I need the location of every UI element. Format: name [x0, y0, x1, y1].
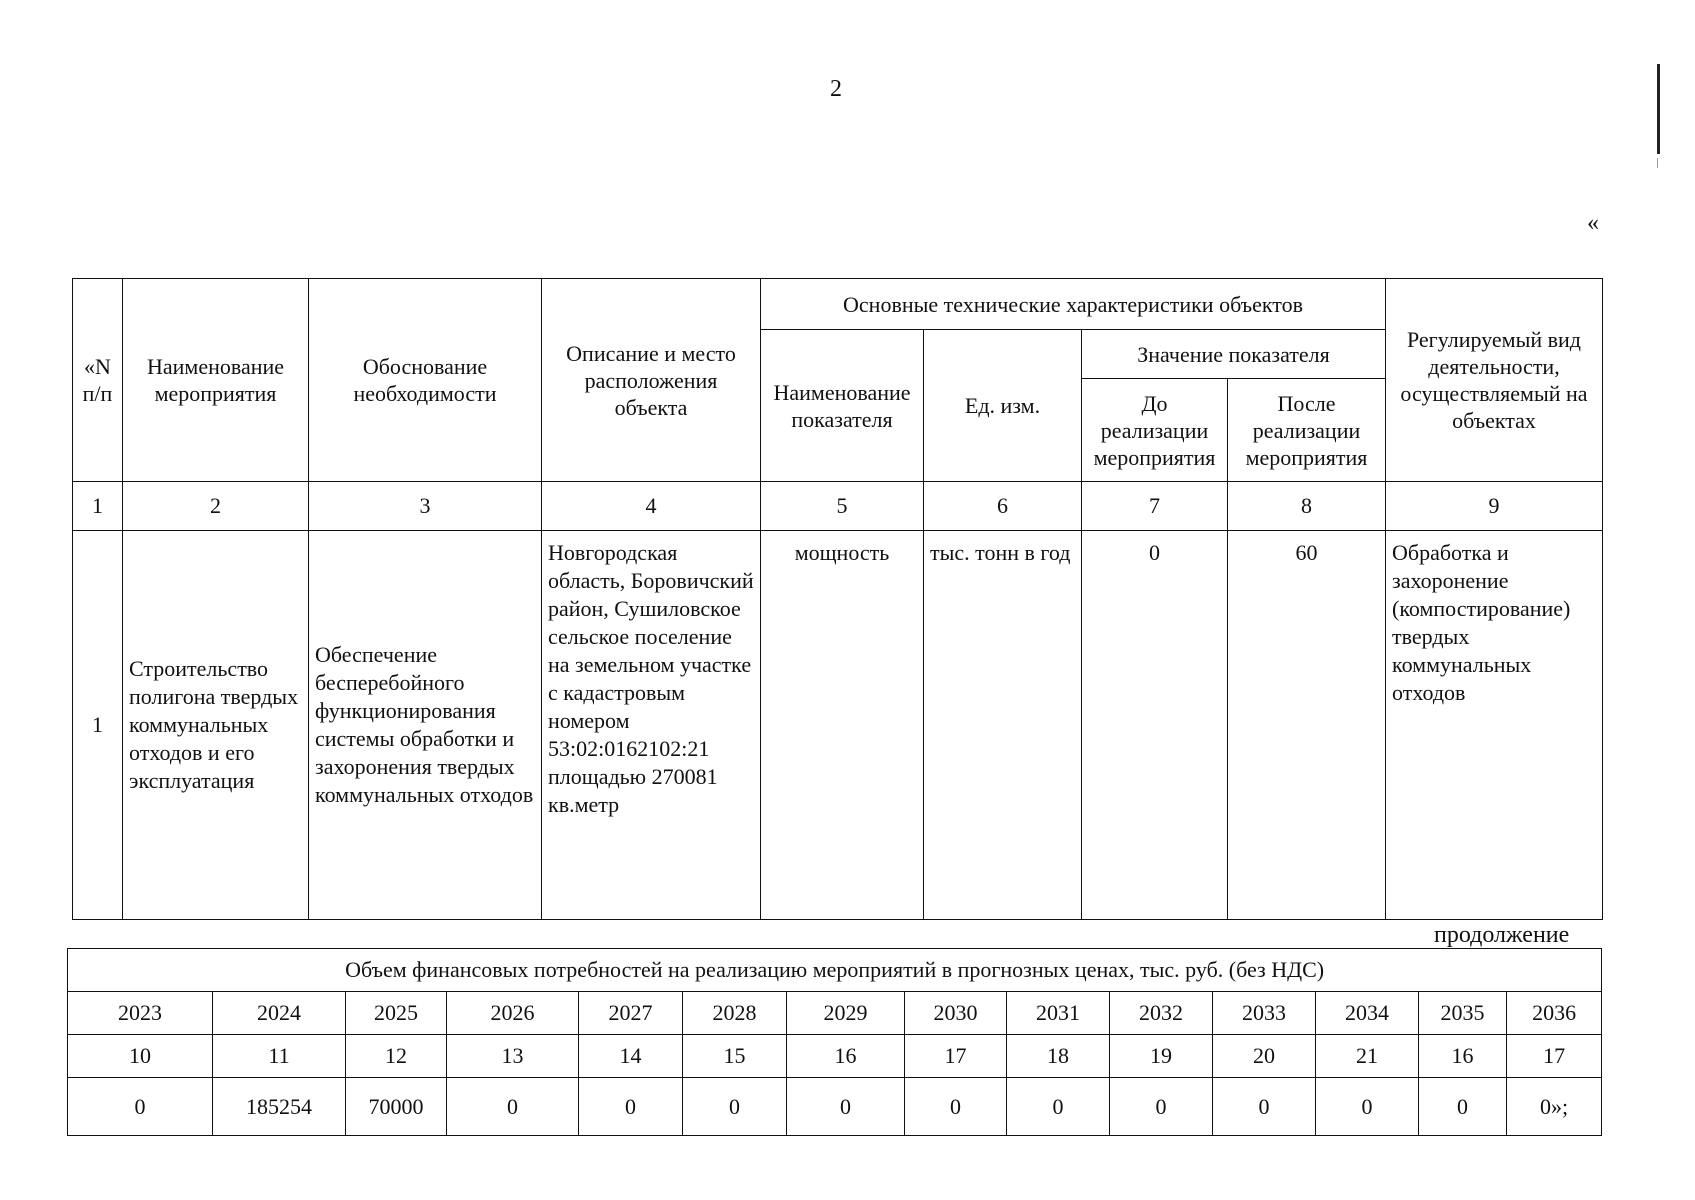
unit: тыс. тонн в год: [924, 531, 1082, 920]
financing-value: 0: [579, 1078, 683, 1136]
column-number: 1: [73, 482, 123, 531]
financing-value: 0: [905, 1078, 1007, 1136]
value-after: 60: [1228, 531, 1386, 920]
location-description: Новгородская область, Боровичский район, Сушиловское сельское поселение на земельном участке с кадастровым номером 53:02:0162102:21 площадью 270081 кв.метр: [542, 531, 761, 920]
header-before: До реализации мероприятия: [1082, 379, 1228, 482]
scan-edge-mark: [1657, 64, 1660, 154]
year-header: 2028: [683, 992, 787, 1035]
financing-value: 185254: [213, 1078, 346, 1136]
year-header: 2033: [1213, 992, 1316, 1035]
year-header: 2026: [447, 992, 579, 1035]
continuation-label: продолжение: [1434, 922, 1570, 948]
year-header: 2027: [579, 992, 683, 1035]
regulated-activity: Обработка и захоронение (компостирование) твердых коммунальных отходов: [1386, 531, 1603, 920]
scan-edge-dots: [1657, 158, 1658, 168]
column-number: 8: [1228, 482, 1386, 531]
row-number: 1: [73, 531, 123, 920]
header-location: Описание и место расположения объекта: [542, 279, 761, 482]
value-before: 0: [1082, 531, 1228, 920]
header-after: После реализации мероприятия: [1228, 379, 1386, 482]
measure-name: Строительство полигона твердых коммунальных отходов и его эксплуатация: [123, 531, 309, 920]
year-header: 2024: [213, 992, 346, 1035]
financing-value: 0: [447, 1078, 579, 1136]
table-row: [68, 1078, 1602, 1136]
column-number: 12: [346, 1035, 447, 1078]
header-indicator-value: Значение показателя: [1082, 330, 1386, 379]
financing-value: 0: [1110, 1078, 1213, 1136]
header-activity: Регулируемый вид деятельности, осуществляемый на объектах: [1386, 279, 1603, 482]
column-number: 9: [1386, 482, 1603, 531]
column-number: 17: [905, 1035, 1007, 1078]
year-header: 2023: [68, 992, 213, 1035]
financing-value: 0: [68, 1078, 213, 1136]
financing-value: 0: [1007, 1078, 1110, 1136]
column-number: 4: [542, 482, 761, 531]
opening-quote: «: [1587, 210, 1599, 236]
year-header: 2025: [346, 992, 447, 1035]
year-header: 2030: [905, 992, 1007, 1035]
table-row: [73, 531, 1603, 920]
column-number: 3: [309, 482, 542, 531]
financing-value: 0: [683, 1078, 787, 1136]
page-number: 2: [830, 76, 842, 102]
header-justification: Обоснование необходимости: [309, 279, 542, 482]
column-number: 20: [1213, 1035, 1316, 1078]
header-unit: Ед. изм.: [924, 330, 1082, 482]
header-indicator-name: Наименование показателя: [761, 330, 924, 482]
header-measure-name: Наименование мероприятия: [123, 279, 309, 482]
financing-value: 0»;: [1507, 1078, 1602, 1136]
column-number: 16: [1419, 1035, 1507, 1078]
header-number: «N п/п: [73, 279, 123, 482]
year-header: 2036: [1507, 992, 1602, 1035]
year-header: 2029: [787, 992, 905, 1035]
column-number: 18: [1007, 1035, 1110, 1078]
column-number: 11: [213, 1035, 346, 1078]
financing-table: [67, 948, 1602, 1136]
year-header: 2031: [1007, 992, 1110, 1035]
year-header: 2034: [1316, 992, 1419, 1035]
justification: Обеспечение бесперебойного функционирования системы обработки и захоронения твердых коммунальных отходов: [309, 531, 542, 920]
column-number: 14: [579, 1035, 683, 1078]
financing-value: 0: [787, 1078, 905, 1136]
column-number: 2: [123, 482, 309, 531]
column-number: 5: [761, 482, 924, 531]
column-number: 7: [1082, 482, 1228, 531]
column-number: 19: [1110, 1035, 1213, 1078]
column-number: 6: [924, 482, 1082, 531]
financing-title: Объем финансовых потребностей на реализацию мероприятий в прогнозных ценах, тыс. руб. (без НДС): [68, 949, 1602, 992]
column-number: 21: [1316, 1035, 1419, 1078]
year-header: 2035: [1419, 992, 1507, 1035]
year-header: 2032: [1110, 992, 1213, 1035]
measures-table: [72, 278, 1603, 920]
indicator-name: мощность: [761, 531, 924, 920]
financing-value: 70000: [346, 1078, 447, 1136]
column-number: 13: [447, 1035, 579, 1078]
financing-value: 0: [1213, 1078, 1316, 1136]
column-number: 15: [683, 1035, 787, 1078]
column-number: 16: [787, 1035, 905, 1078]
column-number: 10: [68, 1035, 213, 1078]
financing-value: 0: [1316, 1078, 1419, 1136]
column-number: 17: [1507, 1035, 1602, 1078]
financing-value: 0: [1419, 1078, 1507, 1136]
header-tech-characteristics: Основные технические характеристики объектов: [761, 279, 1386, 330]
